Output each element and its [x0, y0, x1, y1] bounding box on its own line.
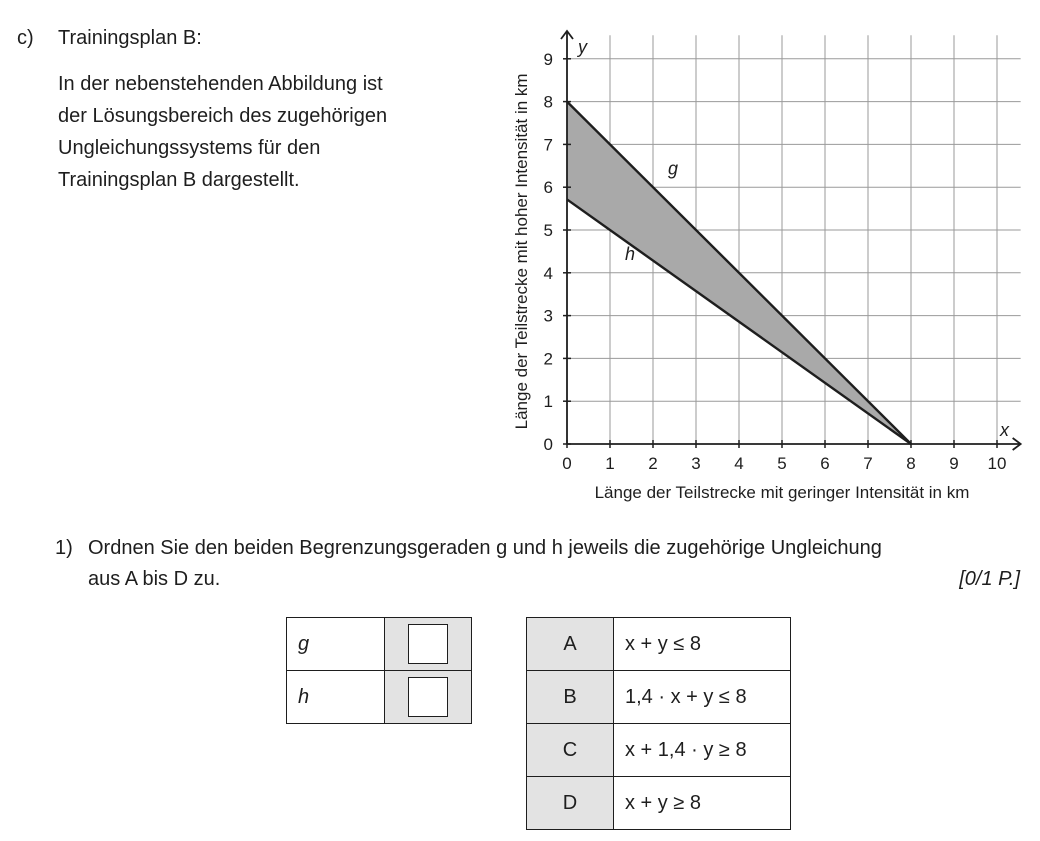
y-tick-label: 6 [543, 178, 553, 198]
option-key: C [527, 724, 614, 777]
x-tick-label: 6 [820, 454, 830, 473]
y-tick-label: 9 [543, 49, 553, 69]
intro-line: In der nebenstehenden Abbildung ist [58, 73, 383, 95]
part-title: Trainingsplan B: [58, 27, 202, 49]
option-key: B [527, 671, 614, 724]
x-tick-label: 1 [605, 454, 615, 473]
y-tick-label: 3 [543, 306, 553, 326]
y-tick-label: 7 [543, 135, 553, 155]
task-number: 1) [55, 537, 73, 559]
x-axis-title: Länge der Teilstrecke mit geringer Intensität in km [594, 483, 970, 502]
option-key: D [527, 777, 614, 830]
x-tick-label: 9 [949, 454, 959, 473]
answer-row-g [287, 618, 472, 671]
answer-table [286, 617, 472, 724]
x-tick-label: 2 [648, 454, 658, 473]
option-inequality: x + y ≥ 8 [614, 777, 791, 830]
option-inequality: x + y ≤ 8 [614, 618, 791, 671]
intro-line: Ungleichungssystems für den [58, 137, 321, 159]
x-tick-label: 0 [562, 454, 572, 473]
line-label-g: g [668, 158, 679, 179]
option-row [527, 671, 791, 724]
x-tick-label: 10 [987, 454, 1007, 473]
task-text-line2: aus A bis D zu. [88, 568, 221, 590]
part-label: c) [17, 27, 34, 49]
intro-paragraph [58, 68, 458, 196]
option-key: A [527, 618, 614, 671]
answer-box-h[interactable] [408, 677, 448, 717]
y-tick-label: 2 [543, 349, 553, 369]
line-label-h: h [287, 671, 385, 724]
x-tick-label: 7 [863, 454, 873, 473]
x-tick-label: 3 [691, 454, 701, 473]
options-table [526, 617, 791, 830]
task-text-line1: Ordnen Sie den beiden Begrenzungsgeraden g und h jeweils die zugehörige Ungleichung [88, 537, 882, 559]
line-label-h: h [625, 243, 636, 264]
x-axis-letter: x [1000, 420, 1009, 440]
solution-region-chart [500, 22, 1040, 512]
y-axis-letter: y [578, 36, 587, 57]
x-tick-label: 5 [777, 454, 787, 473]
intro-line: der Lösungsbereich des zugehörigen [58, 105, 388, 127]
option-inequality: x + 1,4 · y ≥ 8 [614, 724, 791, 777]
task-points: [0/1 P.] [959, 568, 1020, 590]
y-tick-label: 0 [543, 435, 553, 454]
y-axis-title: Länge der Teilstrecke mit hoher Intensität in km [512, 73, 531, 430]
option-row [527, 777, 791, 830]
y-tick-label: 1 [543, 392, 553, 412]
line-label-g: g [287, 618, 385, 671]
intro-line: Trainingsplan B dargestellt. [58, 169, 300, 191]
answer-cell-g [385, 618, 472, 671]
answer-box-g[interactable] [408, 624, 448, 664]
x-tick-label: 8 [906, 454, 916, 473]
tick-labels [544, 50, 1007, 473]
option-row [527, 618, 791, 671]
y-tick-label: 4 [543, 263, 553, 283]
option-inequality: 1,4 · x + y ≤ 8 [614, 671, 791, 724]
y-tick-label: 8 [543, 92, 553, 112]
answer-row-h [287, 671, 472, 724]
option-row [527, 724, 791, 777]
x-tick-label: 4 [734, 454, 744, 473]
y-tick-label: 5 [543, 221, 553, 240]
answer-cell-h [385, 671, 472, 724]
